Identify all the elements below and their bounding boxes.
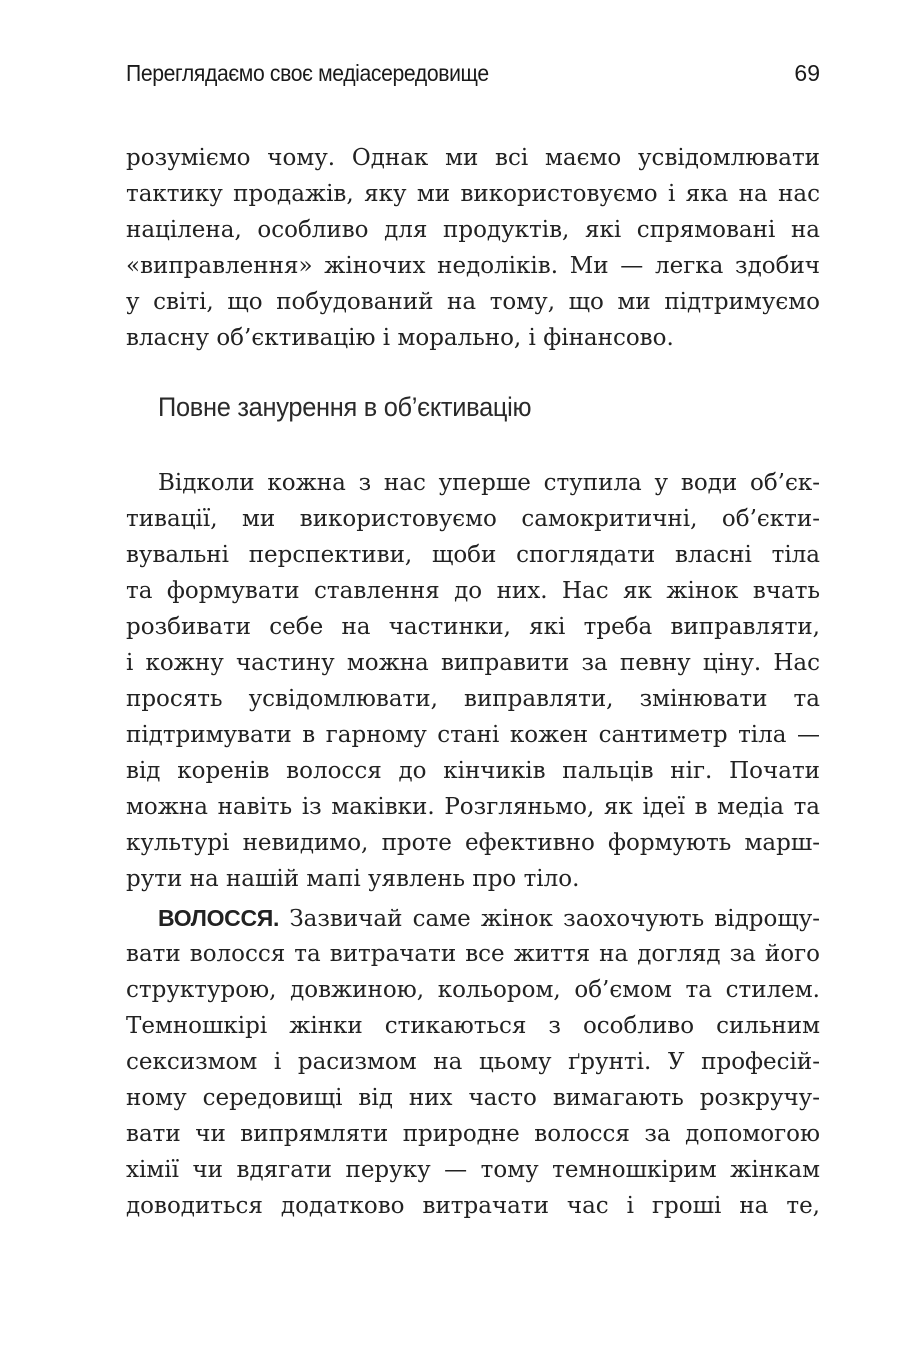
text-line: сексизмом і расизмом на цьому ґрунті. У професій-: [126, 1049, 820, 1075]
text-line: у світі, що побудований на тому, що ми підтримуємо: [126, 289, 820, 315]
text-line: доводиться додатково витрачати час і гроші на те,: [126, 1193, 820, 1219]
text-line: Темношкірі жінки стикаються з особливо сильним: [126, 1013, 820, 1039]
text-line: вувальні перспективи, щоби споглядати власні тіла: [126, 542, 820, 568]
text-line-with-run-in: [126, 900, 820, 936]
text-line-rest: Зазвичай саме жінок заохочують відрощу-: [279, 906, 820, 932]
text-line: хімії чи вдягати перуку — тому темношкірим жінкам: [126, 1157, 820, 1183]
run-in-heading: ВОЛОССЯ.: [158, 905, 280, 931]
text-line: націлена, особливо для продуктів, які спрямовані на: [126, 217, 820, 243]
text-line: розуміємо чому. Однак ми всі маємо усвідомлювати: [126, 145, 820, 171]
text-line: Відколи кожна з нас уперше ступила у води об’єк-: [158, 470, 820, 496]
text-line: і кожну частину можна виправити за певну ціну. Нас: [126, 650, 820, 676]
text-line: ному середовищі від них часто вимагають розкручу-: [126, 1085, 820, 1111]
text-line: вати чи випрямляти природне волосся за допомогою: [126, 1121, 820, 1147]
running-header: [126, 60, 820, 94]
text-line: тактику продажів, яку ми використовуємо і яка на нас: [126, 181, 820, 207]
text-line: та формувати ставлення до них. Нас як жінок вчать: [126, 578, 820, 604]
text-line: просять усвідомлювати, виправляти, змінювати та: [126, 686, 820, 712]
page-number: 69: [794, 60, 820, 86]
text-line: вати волосся та витрачати все життя на догляд за його: [126, 941, 820, 967]
text-line: тивації, ми використовуємо самокритичні, об’єкти-: [126, 506, 820, 532]
text-line: від коренів волосся до кінчиків пальців ніг. Почати: [126, 758, 820, 784]
text-line: культурі невидимо, проте ефективно формують марш-: [126, 830, 820, 856]
paragraph-1: [126, 140, 820, 356]
text-line: можна навіть із маківки. Розгляньмо, як ідеї в медіа та: [126, 794, 820, 820]
text-line: підтримувати в гарному стані кожен сантиметр тіла —: [126, 722, 820, 748]
text-line: власну об’єктивацію і морально, і фінансово.: [126, 325, 674, 351]
text-line: «виправлення» жіночих недоліків. Ми — легка здобич: [126, 253, 820, 279]
paragraph-3: [126, 900, 820, 1224]
text-line: розбивати себе на частинки, які треба виправляти,: [126, 614, 820, 640]
running-title: Переглядаємо своє медіасередовище: [126, 60, 489, 86]
text-line: рути на нашій мапі уявлень про тіло.: [126, 866, 580, 892]
section-heading: Повне занурення в об’єктивацію: [158, 392, 532, 422]
text-line: структурою, довжиною, кольором, об’ємом та стилем.: [126, 977, 820, 1003]
paragraph-2: [126, 465, 820, 897]
